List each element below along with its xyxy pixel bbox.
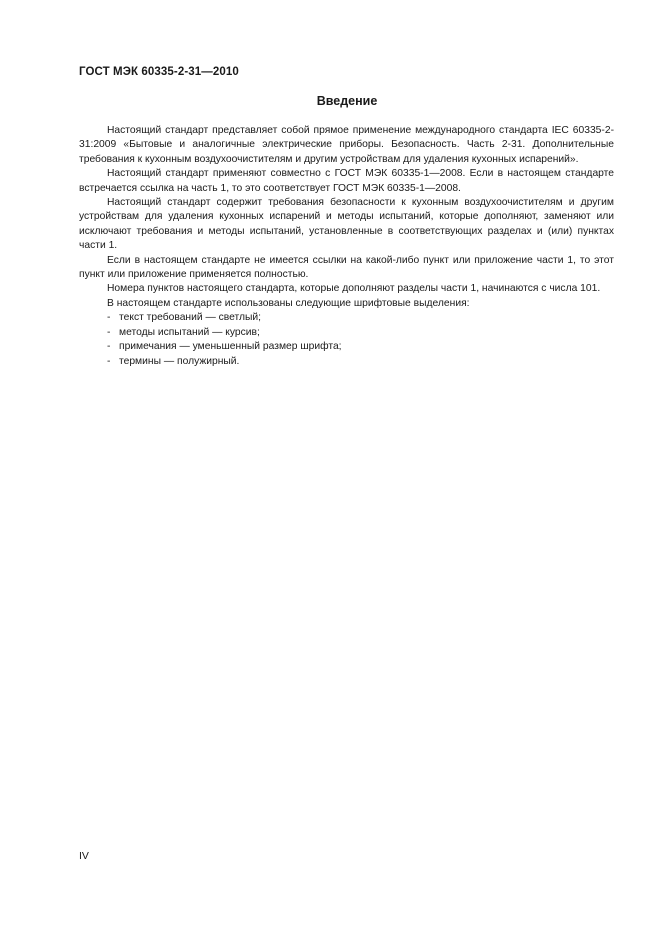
- list-dash: -: [107, 326, 111, 338]
- paragraph-scope: Настоящий стандарт представляет собой прямое применение международного стандарта IEC 60335-2-31:2009 «Бытовые и аналогичные электрические приборы. Безопасность. Часть 2-31. Дополнительные требования к кухонным воздухоочистителям и другим устройствам для удаления кухонных испарений».: [79, 125, 614, 165]
- paragraph-usage: Настоящий стандарт применяют совместно с ГОСТ МЭК 60335-1—2008. Если в настоящем стандарте встречается ссылка на часть 1, то это соответствует ГОСТ МЭК 60335-1—2008.: [79, 168, 614, 194]
- page-number: IV: [79, 850, 89, 862]
- list-item: [79, 340, 614, 354]
- standard-code-header: ГОСТ МЭК 60335-2-31—2010: [79, 66, 239, 78]
- list-dash: -: [107, 341, 111, 353]
- list-item-text: примечания — уменьшенный размер шрифта;: [119, 341, 342, 353]
- list-item-text: методы испытаний — курсив;: [119, 326, 260, 338]
- list-item: [79, 311, 614, 325]
- body-text: [79, 124, 614, 369]
- list-dash: -: [107, 312, 111, 324]
- list-item: [79, 355, 614, 369]
- paragraph-fonts: В настоящем стандарте использованы следующие шрифтовые выделения:: [107, 297, 470, 309]
- font-styles-list: [79, 311, 614, 369]
- list-item: [79, 326, 614, 340]
- list-dash: -: [107, 355, 111, 367]
- list-item-text: термины — полужирный.: [119, 355, 240, 367]
- paragraph-requirements: Настоящий стандарт содержит требования безопасности к кухонным воздухоочистителям и другим устройствам для удаления кухонных испарений и методы испытаний, которые дополняют, заменяют или исключают требования и методы испытаний, установленные в соответствующих разделах и (или) пунктах части 1.: [79, 197, 614, 252]
- list-item-text: текст требований — светлый;: [119, 312, 262, 324]
- paragraph-numbering: Номера пунктов настоящего стандарта, которые дополняют разделы части 1, начинаются с числа 101.: [107, 283, 601, 295]
- paragraph-references: Если в настоящем стандарте не имеется ссылки на какой-либо пункт или приложение части 1, то этот пункт или приложение применяется полностью.: [79, 254, 614, 281]
- section-title: Введение: [316, 94, 378, 108]
